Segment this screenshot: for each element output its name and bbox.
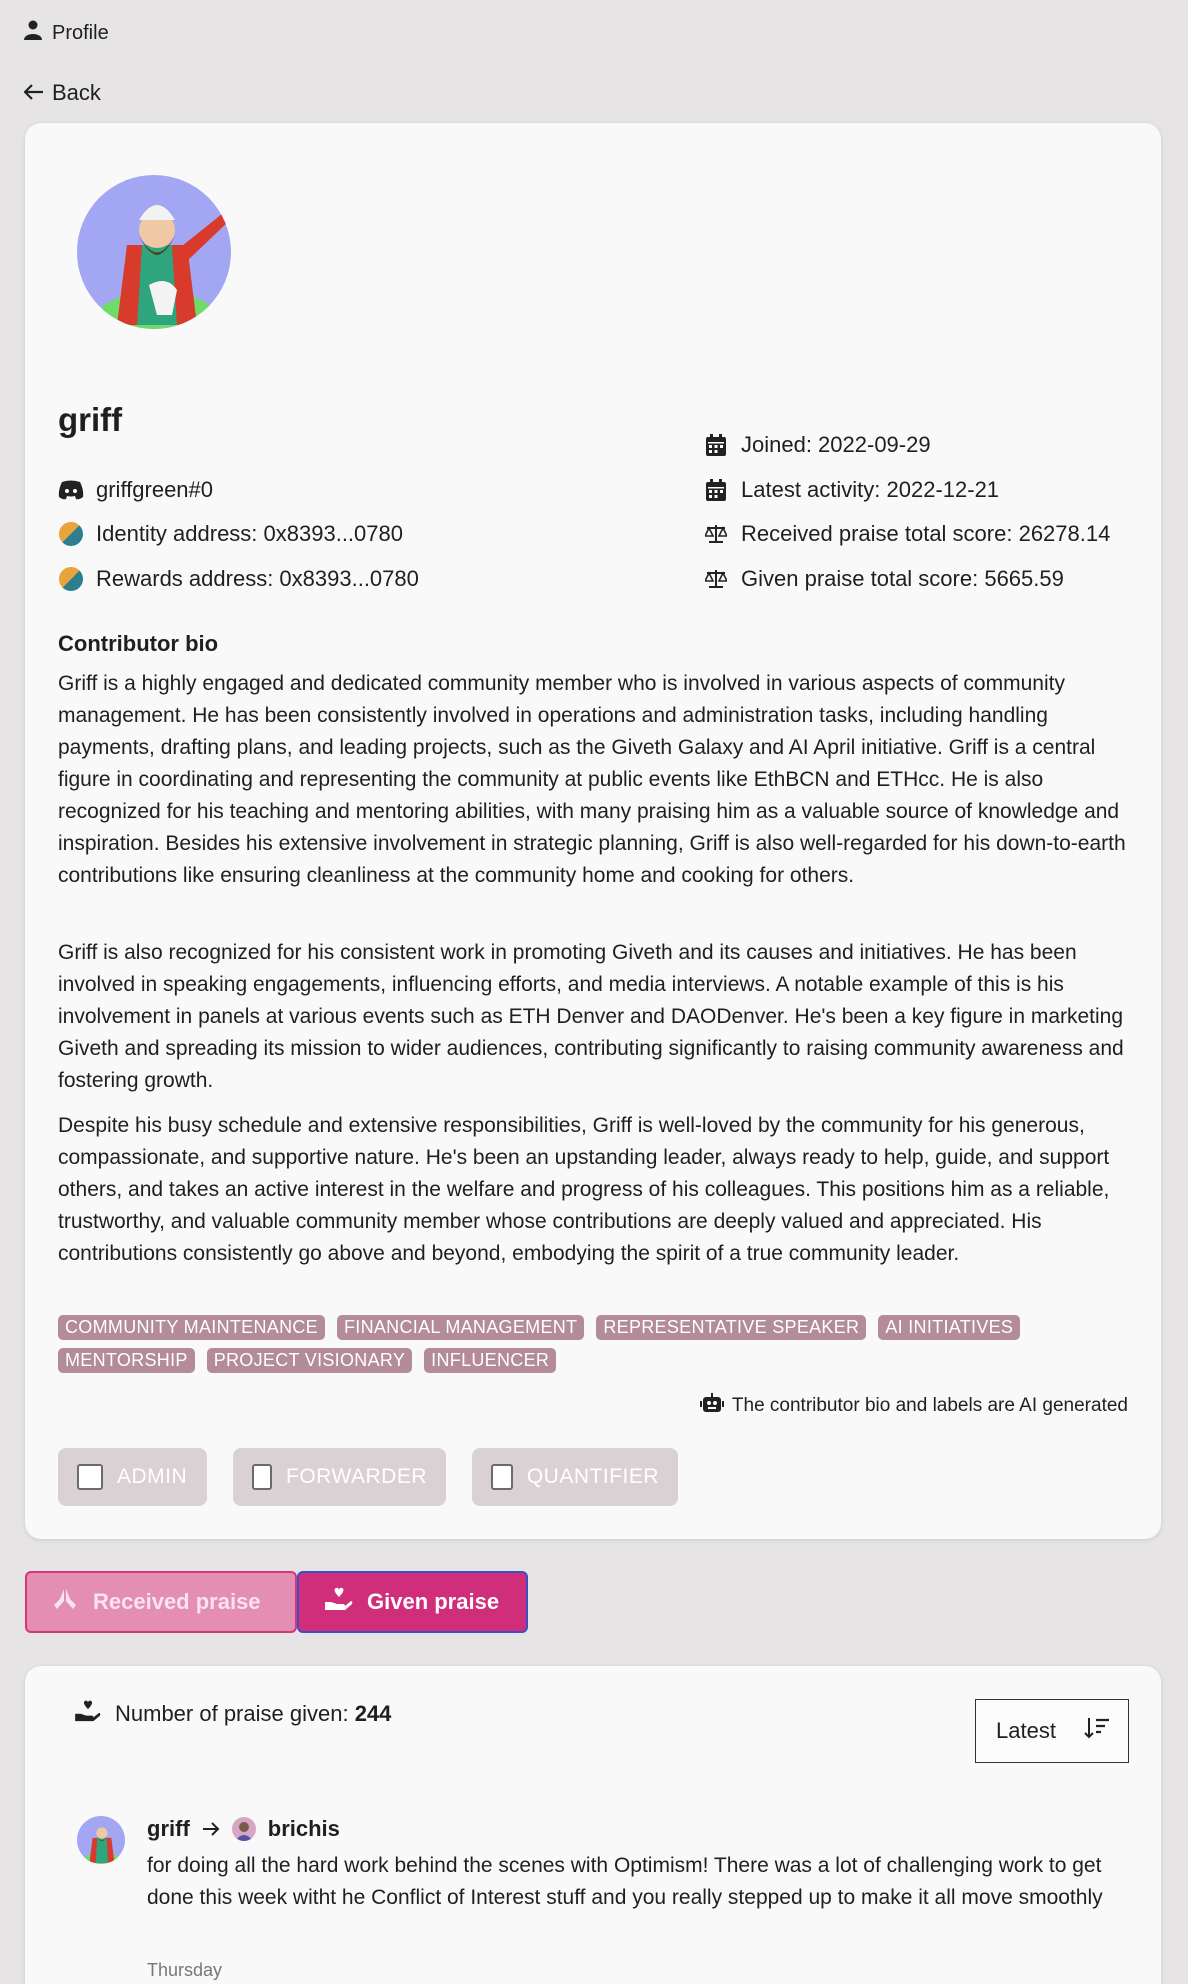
role-label: QUANTIFIER [526,1465,659,1488]
checkbox[interactable] [252,1464,272,1490]
tag: FINANCIAL MANAGEMENT [337,1315,584,1340]
praise-count-value: 244 [354,1701,392,1726]
username: griff [58,401,123,438]
ai-generated-note [700,1393,1128,1419]
discord-handle: griffgreen#0 [96,477,214,502]
identity-address-row [58,521,403,547]
bio-paragraph: Griff is also recognized for his consistent work in promoting Giveth and its causes and initiatives. He has been involved in speaking engagements, influencing efforts, and media interviews. A notable example of this is his involvement in panels at various events such as ETH Denver and DAODenver. He's been a key figure in marketing Giveth and spreading its mission to wider audiences, contributing significantly to raising community awareness and fostering growth. [58,941,1124,1092]
sort-button[interactable] [975,1699,1129,1763]
praise-header [147,1816,340,1842]
hand-heart-icon [75,1700,101,1728]
identity-avatar-icon [59,522,83,546]
bio-tags [58,1315,1138,1373]
praise-text: for doing all the hard work behind the scenes with Optimism! There was a lot of challenging work to get done this week witht he Conflict of Interest stuff and you really stepped up to make it all move smoothly [147,1854,1103,1909]
discord-icon [58,477,84,503]
received-score: Received praise total score: 26278.14 [741,521,1111,546]
tag: PROJECT VISIONARY [207,1348,412,1373]
scale-icon [703,521,729,547]
rewards-address-row [58,566,419,592]
robot-icon [700,1393,724,1419]
tab-label: Received praise [93,1589,261,1614]
arrow-right-icon [202,1816,220,1842]
given-score-row [703,566,1064,592]
bio-paragraph: Despite his busy schedule and extensive responsibilities, Griff is well-loved by the community for his generous, compassionate, and supportive nature. He's been an upstanding leader, always ready to help, guide, and support others, and takes an active interest in the welfare and progress of his colleagues. This positions him as a reliable, trustworthy, and valuable community member whose contributions are deeply valued and appreciated. His contributions consistently go above and beyond, embodying the spirit of a true community leader. [58,1114,1110,1265]
role-toggle-admin[interactable] [58,1448,207,1506]
profile-card [25,123,1161,1539]
ai-note-text: The contributor bio and labels are AI generated [731,1395,1128,1416]
page-title: Profile [52,21,109,44]
checkbox[interactable] [77,1464,103,1490]
tag: REPRESENTATIVE SPEAKER [596,1315,866,1340]
praise-list-card [25,1666,1161,1984]
sort-icon [1084,1717,1110,1745]
given-score: Given praise total score: 5665.59 [741,566,1064,591]
calendar-icon [703,432,729,458]
role-toggle-quantifier[interactable] [472,1448,678,1506]
latest-activity-date: Latest activity: 2022-12-21 [741,477,1000,502]
checkbox[interactable] [491,1464,513,1490]
tag: INFLUENCER [424,1348,556,1373]
joined-date: Joined: 2022-09-29 [741,432,931,457]
identity-address: Identity address: 0x8393...0780 [96,521,403,546]
receiver-name[interactable]: brichis [267,1816,340,1841]
praise-count [75,1700,391,1728]
bio-title: Contributor bio [58,631,219,656]
praise-date: Thursday [147,1960,223,1980]
scale-icon [703,566,729,592]
tab-given-praise[interactable] [297,1571,528,1633]
role-toggle-forwarder[interactable] [233,1448,446,1506]
calendar-icon [703,477,729,503]
giver-name[interactable]: griff [147,1816,190,1841]
user-icon [24,20,42,46]
praying-hands-icon [51,1587,79,1617]
page-header [24,20,109,46]
role-label: ADMIN [117,1465,188,1488]
praise-count-label: Number of praise given: [115,1701,349,1726]
tab-label: Given praise [367,1589,500,1614]
latest-activity-row [703,477,999,503]
role-label: FORWARDER [286,1465,427,1488]
rewards-avatar-icon [59,567,83,591]
tag: AI INITIATIVES [878,1315,1020,1340]
back-button[interactable] [24,80,101,106]
receiver-avatar[interactable] [232,1817,256,1841]
back-label: Back [52,80,101,105]
tab-received-praise[interactable] [25,1571,297,1633]
giver-avatar[interactable] [77,1816,125,1864]
bio-paragraph: Griff is a highly engaged and dedicated community member who is involved in various aspects of community management. He has been consistently involved in operations and administration tasks, including handling payments, drafting plans, and leading projects, such as the Giveth Galaxy and AI April initiative. Griff is a central figure in coordinating and representing the community at public events like EthBCN and ETHcc. He is also recognized for his teaching and mentoring abilities, with many praising him as a valuable source of knowledge and inspiration. Besides his extensive involvement in strategic planning, Griff is also well-regarded for his down-to-earth contributions like ensuring cleanliness at the community home and cooking for others. [58,672,1126,887]
joined-row [703,432,931,458]
arrow-left-icon [24,80,44,106]
avatar [77,175,231,329]
rewards-address: Rewards address: 0x8393...0780 [96,566,419,591]
discord-row [58,477,213,503]
tag: MENTORSHIP [58,1348,195,1373]
received-score-row [703,521,1110,547]
tag: COMMUNITY MAINTENANCE [58,1315,325,1340]
hand-heart-icon [325,1587,353,1617]
sort-label: Latest [996,1718,1056,1743]
